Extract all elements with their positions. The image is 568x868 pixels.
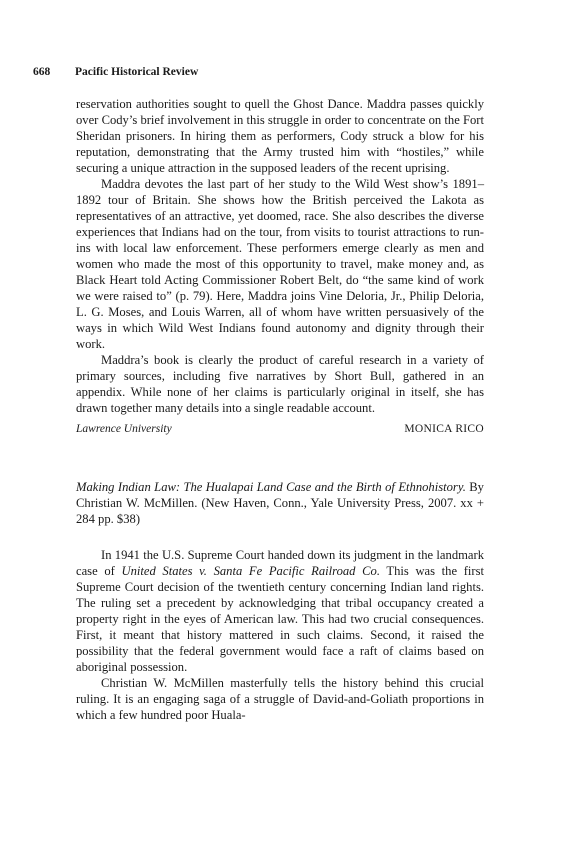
review2-text-before-case: In 1941 the U.S. Supreme Court handed down its judgment in the landmark case of [76,548,484,578]
reviewer-affiliation: Lawrence University [76,423,172,435]
case-name: United States v. Santa Fe Pacific Railroad Co. [121,564,380,578]
text-column [76,96,484,723]
review1-paragraph-2: Maddra devotes the last part of her study to the Wild West show’s 1891–1892 tour of Britain. She shows how the British perceived the Lakota as representatives of an attractive, yet doomed, race. She also describes the diverse experiences that Indians had on the tour, from visits to tourist attractions to run-ins with local law enforcement. These performers emerge clearly as men and women who made the most of this opportunity to travel, make money and, as Black Heart told Acting Commissioner Robert Belt, do “the same kind of work we were raised to” (p. 79). Here, Maddra joins Vine Deloria, Jr., Philip Deloria, L. G. Moses, and Louis Warren, all of whom have written persuasively of the ways in which Wild West Indians found autonomy and dignity through their work. [76,177,484,351]
book-title: Making Indian Law: The Hualapai Land Case and the Birth of Ethnohistory. [76,480,466,494]
book-citation [76,479,484,527]
running-head [33,66,198,78]
page-number: 668 [33,66,51,78]
review1-paragraph-3: Maddra’s book is clearly the product of careful research in a variety of primary sources, including five narratives by Short Bull, gathered in an appendix. While none of her claims is particularly original in itself, she has drawn together many details into a single readable account. [76,353,484,415]
reviewer-name: MONICA RICO [404,423,484,435]
review2-text-after-case: This was the first Supreme Court decision of the twentieth century concerning Indian land rights. The ruling set a precedent by acknowledging that tribal occupancy created a property right in the eyes of American law. This had two crucial consequences. First, it meant that history mattered in such claims. Second, it raised the possibility that the federal government would face a raft of claims based on aboriginal possession. [76,564,485,674]
review2-paragraph-2: Christian W. McMillen masterfully tells the history behind this crucial ruling. It is an engaging saga of a struggle of David-and-Goliath proportions in which a few hundred poor Huala- [76,676,484,722]
review2-paragraph-1 [76,547,484,675]
book-details: By Christian W. McMillen. (New Haven, Conn., Yale University Press, 2007. xx + 284 pp. $38) [76,480,484,526]
review1-signature [76,421,484,437]
review1-paragraph-1: reservation authorities sought to quell the Ghost Dance. Maddra passes quickly over Cody’s brief involvement in this struggle in order to concentrate on the Fort Sheridan prisoners. In hiring them as performers, Cody struck a blow for his reputation, demonstrating that the Army trusted him with “hostiles,” while securing a unique attraction in the supposed leaders of the recent uprising. [76,97,484,175]
journal-title: Pacific Historical Review [75,66,199,78]
